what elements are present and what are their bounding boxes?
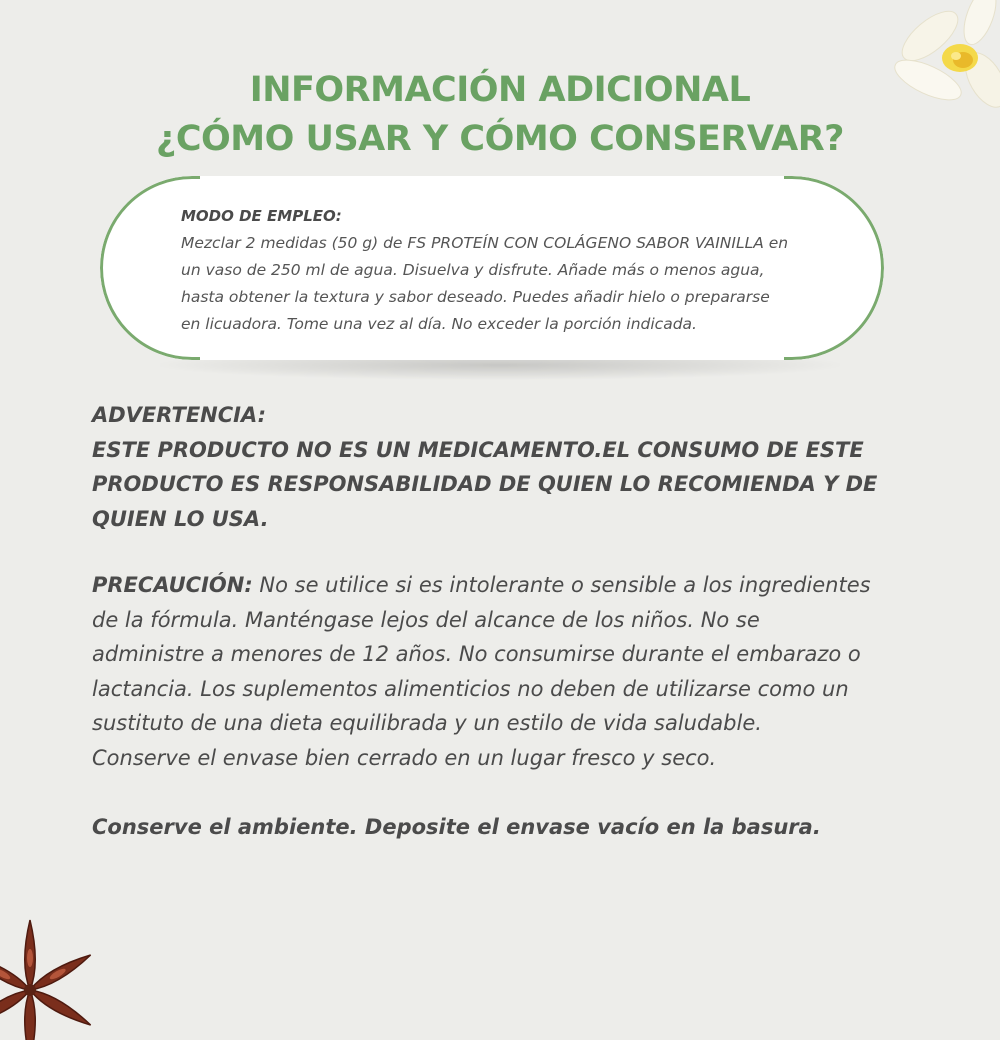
usage-line: hasta obtener la textura y sabor deseado. Puedes añadir hielo o prepararse	[181, 288, 770, 306]
title-line-1: INFORMACIÓN ADICIONAL	[249, 70, 751, 110]
warning-label: ADVERTENCIA:	[92, 403, 267, 427]
usage-card-content	[181, 203, 871, 338]
page-title	[0, 66, 1000, 164]
precaution-line: lactancia. Los suplementos alimenticios no deben de utilizarse como un	[92, 676, 849, 701]
usage-label: MODO DE EMPLEO:	[181, 207, 342, 225]
warning-line: ESTE PRODUCTO NO ES UN MEDICAMENTO.EL CONSUMO DE ESTE	[92, 437, 864, 462]
usage-line: Mezclar 2 medidas (50 g) de FS PROTEÍN CON COLÁGENO SABOR VAINILLA en	[181, 234, 789, 252]
title-line-2: ¿CÓMO USAR Y CÓMO CONSERVAR?	[156, 119, 844, 159]
star-anise-icon	[0, 890, 120, 1040]
usage-line: un vaso de 250 ml de agua. Disuelva y disfrute. Añade más o menos agua,	[181, 261, 765, 279]
precaution-line: Conserve el envase bien cerrado en un lugar fresco y seco.	[92, 745, 717, 770]
usage-line: en licuadora. Tome una vez al día. No exceder la porción indicada.	[181, 315, 697, 333]
warning-section	[92, 398, 922, 536]
precaution-line: sustituto de una dieta equilibrada y un estilo de vida saludable.	[92, 711, 762, 735]
warning-line: PRODUCTO ES RESPONSABILIDAD DE QUIEN LO RECOMIENDA Y DE	[92, 472, 878, 496]
precaution-section	[92, 568, 922, 775]
precaution-first-line-text: No se utilice si es intolerante o sensible a los ingredientes	[252, 573, 871, 597]
precaution-first-line	[92, 568, 922, 603]
precaution-line: de la fórmula. Manténgase lejos del alcance de los niños. No se	[92, 607, 760, 632]
warning-line: QUIEN LO USA.	[92, 506, 269, 531]
precaution-label: PRECAUCIÓN:	[92, 573, 253, 597]
closing-text: Conserve el ambiente. Deposite el envase vacío en la basura.	[92, 815, 821, 839]
precaution-line: administre a menores de 12 años. No consumirse durante el embarazo o	[92, 642, 861, 666]
closing-note	[92, 810, 922, 845]
